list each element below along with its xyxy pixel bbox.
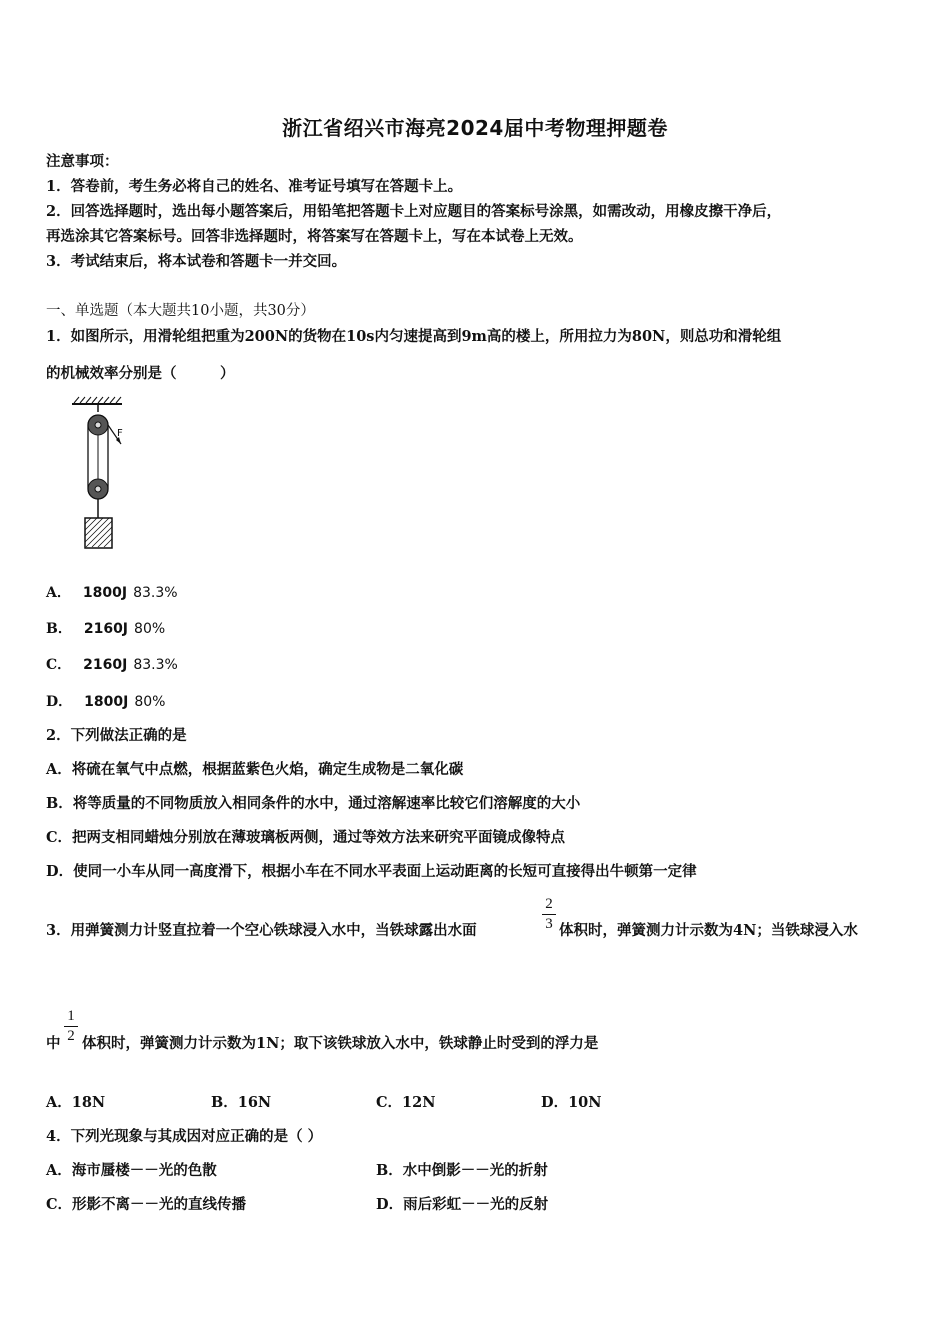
option-label: D． (46, 694, 73, 710)
q1-option-b (46, 618, 165, 638)
option-percent: 83.3% (133, 657, 178, 673)
q4-option-a: A．海市蜃楼－－光的色散 (46, 1162, 217, 1179)
q1-stem-line1: 1．如图所示，用滑轮组把重为200N的货物在10s内匀速提高到9m高的楼上，所用拉力为80N，则总功和滑轮组 (46, 328, 782, 345)
section-heading: 一、单选题（本大题共10小题，共30分） (46, 303, 315, 319)
page-title: 浙江省绍兴市海亮2024届中考物理押题卷 (282, 116, 668, 140)
fraction-one-half (64, 1008, 78, 1045)
notice-item-2-cont: 再选涂其它答案标号。回答非选择题时，将答案写在答题卡上，写在本试卷上无效。 (46, 228, 583, 245)
q4-option-b: B．水中倒影－－光的折射 (376, 1162, 548, 1179)
notice-item-2: 2．回答选择题时，选出每小题答案后，用铅笔把答题卡上对应题目的答案标号涂黑，如需改动，用橡皮擦干净后， (46, 203, 782, 220)
force-label: F (117, 428, 123, 439)
q3-stem-part2: 体积时，弹簧测力计示数为4N；当铁球浸入水 (559, 922, 858, 939)
q2-option-b: B．将等质量的不同物质放入相同条件的水中，通过溶解速率比较它们溶解度的大小 (46, 795, 581, 812)
option-value: 2160J (83, 657, 128, 673)
option-value: 2160J (83, 621, 129, 637)
pulley-figure (66, 394, 136, 554)
option-percent: 80% (134, 694, 166, 710)
option-label: A． (46, 585, 71, 601)
q3-option-b: B．16N (211, 1094, 272, 1111)
fraction-two-thirds (542, 896, 556, 933)
option-percent: 83.3% (133, 585, 178, 601)
q3-option-c: C．12N (376, 1094, 436, 1111)
q2-option-c: C．把两支相同蜡烛分别放在薄玻璃板两侧，通过等效方法来研究平面镜成像特点 (46, 829, 566, 846)
q4-stem: 4．下列光现象与其成因对应正确的是（ ） (46, 1128, 323, 1145)
q2-option-a: A．将硫在氧气中点燃，根据蓝紫色火焰，确定生成物是二氧化碳 (46, 761, 464, 778)
q4-option-c: C．形影不离－－光的直线传播 (46, 1196, 247, 1213)
q3-option-a: A．18N (46, 1094, 106, 1111)
q1-option-a (46, 582, 178, 602)
q2-stem: 2．下列做法正确的是 (46, 727, 187, 744)
fraction-numerator: 2 (545, 896, 553, 912)
option-value: 1800J (84, 694, 129, 710)
q1-option-d (46, 691, 165, 711)
notice-heading: 注意事项： (46, 153, 119, 170)
option-label: B． (46, 621, 72, 637)
q2-option-d: D．使同一小车从同一高度滑下，根据小车在不同水平表面上运动距离的长短可直接得出牛顿第一定律 (46, 863, 697, 880)
option-label: C． (46, 657, 72, 673)
q3-option-d: D．10N (541, 1094, 602, 1111)
q3-stem-part4: 体积时，弹簧测力计示数为1N；取下该铁球放入水中，铁球静止时受到的浮力是 (82, 1035, 599, 1052)
option-value: 1800J (82, 585, 128, 601)
notice-item-3: 3．考试结束后，将本试卷和答题卡一并交回。 (46, 253, 347, 270)
q3-stem-part1: 3．用弹簧测力计竖直拉着一个空心铁球浸入水中，当铁球露出水面 (46, 922, 477, 939)
fraction-numerator: 1 (67, 1008, 75, 1024)
notice-item-1: 1．答卷前，考生务必将自己的姓名、准考证号填写在答题卡上。 (46, 178, 463, 195)
option-percent: 80% (134, 621, 166, 637)
q4-option-d: D．雨后彩虹－－光的反射 (376, 1196, 549, 1213)
q1-stem-line2: 的机械效率分别是（ ） (46, 365, 235, 382)
fraction-denominator: 2 (67, 1028, 75, 1044)
q3-stem-part3: 中 (46, 1035, 61, 1052)
q1-option-c (46, 654, 178, 674)
fraction-denominator: 3 (545, 916, 553, 932)
